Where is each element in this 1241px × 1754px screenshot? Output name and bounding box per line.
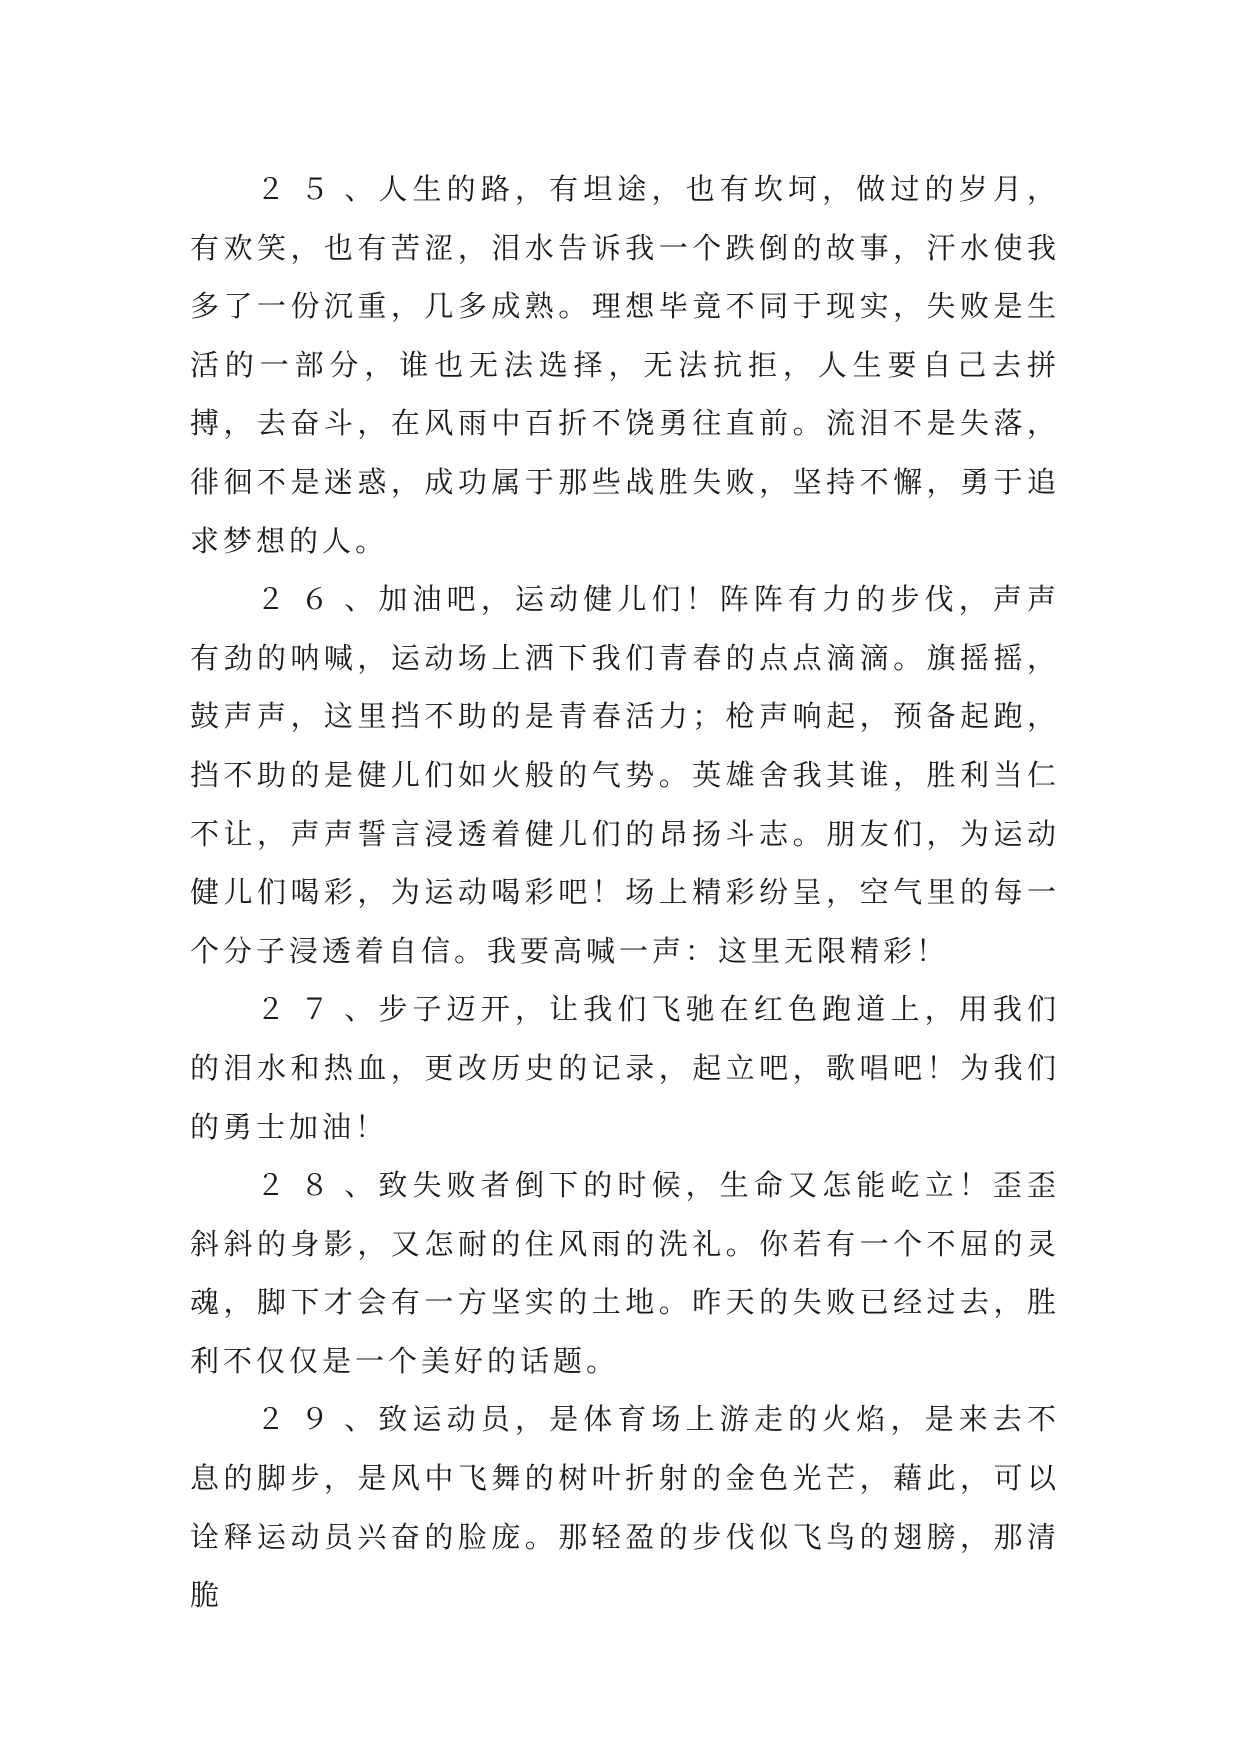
- paragraph-25: [190, 160, 1060, 570]
- paragraph-29: [190, 1390, 1060, 1624]
- paragraph-26: [190, 570, 1060, 980]
- paragraph-number: ２９: [256, 1402, 345, 1437]
- paragraph-number: ２６: [256, 582, 345, 617]
- paragraph-number: ２５: [256, 172, 345, 206]
- paragraph-text: 、致失败者倒下的时候，生命又怎能屹立！歪歪斜斜的身影，又怎耐的住风雨的洗礼。你若有一个不屈的灵魂，脚下才会有一方坚实的土地。昨天的失败已经过去，胜利不仅仅是一个美好的话题。: [190, 1168, 1060, 1378]
- paragraph-text: 、加油吧，运动健儿们！阵阵有力的步伐，声声有劲的呐喊，运动场上洒下我们青春的点点滴滴。旗摇摇，鼓声声，这里挡不助的是青春活力；枪声响起，预备起跑，挡不助的是健儿们如火般的气势。英雄舍我其谁，胜利当仁不让，声声誓言浸透着健儿们的昂扬斗志。朋友们，为运动健儿们喝彩，为运动喝彩吧！场上精彩纷呈，空气里的每一个分子浸透着自信。我要高喊一声：这里无限精彩！: [190, 582, 1060, 968]
- paragraph-text: 、致运动员，是体育场上游走的火焰，是来去不息的脚步，是风中飞舞的树叶折射的金色光芒，藉此，可以诠释运动员兴奋的脸庞。那轻盈的步伐似飞鸟的翅膀，那清脆: [190, 1402, 1060, 1613]
- paragraph-number: ２７: [256, 992, 345, 1027]
- paragraph-28: [190, 1156, 1060, 1390]
- document-body: [190, 160, 1060, 1625]
- paragraph-27: [190, 980, 1060, 1156]
- paragraph-text: 、人生的路，有坦途，也有坎坷，做过的岁月，有欢笑，也有苦涩，泪水告诉我一个跌倒的故事，汗水使我多了一份沉重，几多成熟。理想毕竟不同于现实，失败是生活的一部分，谁也无法选择，无法抗拒，人生要自己去拼搏，去奋斗，在风雨中百折不饶勇往直前。流泪不是失落，徘徊不是迷惑，成功属于那些战胜失败，坚持不懈，勇于追求梦想的人。: [190, 172, 1060, 558]
- paragraph-text: 、步子迈开，让我们飞驰在红色跑道上，用我们的泪水和热血，更改历史的记录，起立吧，歌唱吧！为我们的勇士加油！: [190, 992, 1060, 1144]
- paragraph-number: ２８: [256, 1168, 345, 1203]
